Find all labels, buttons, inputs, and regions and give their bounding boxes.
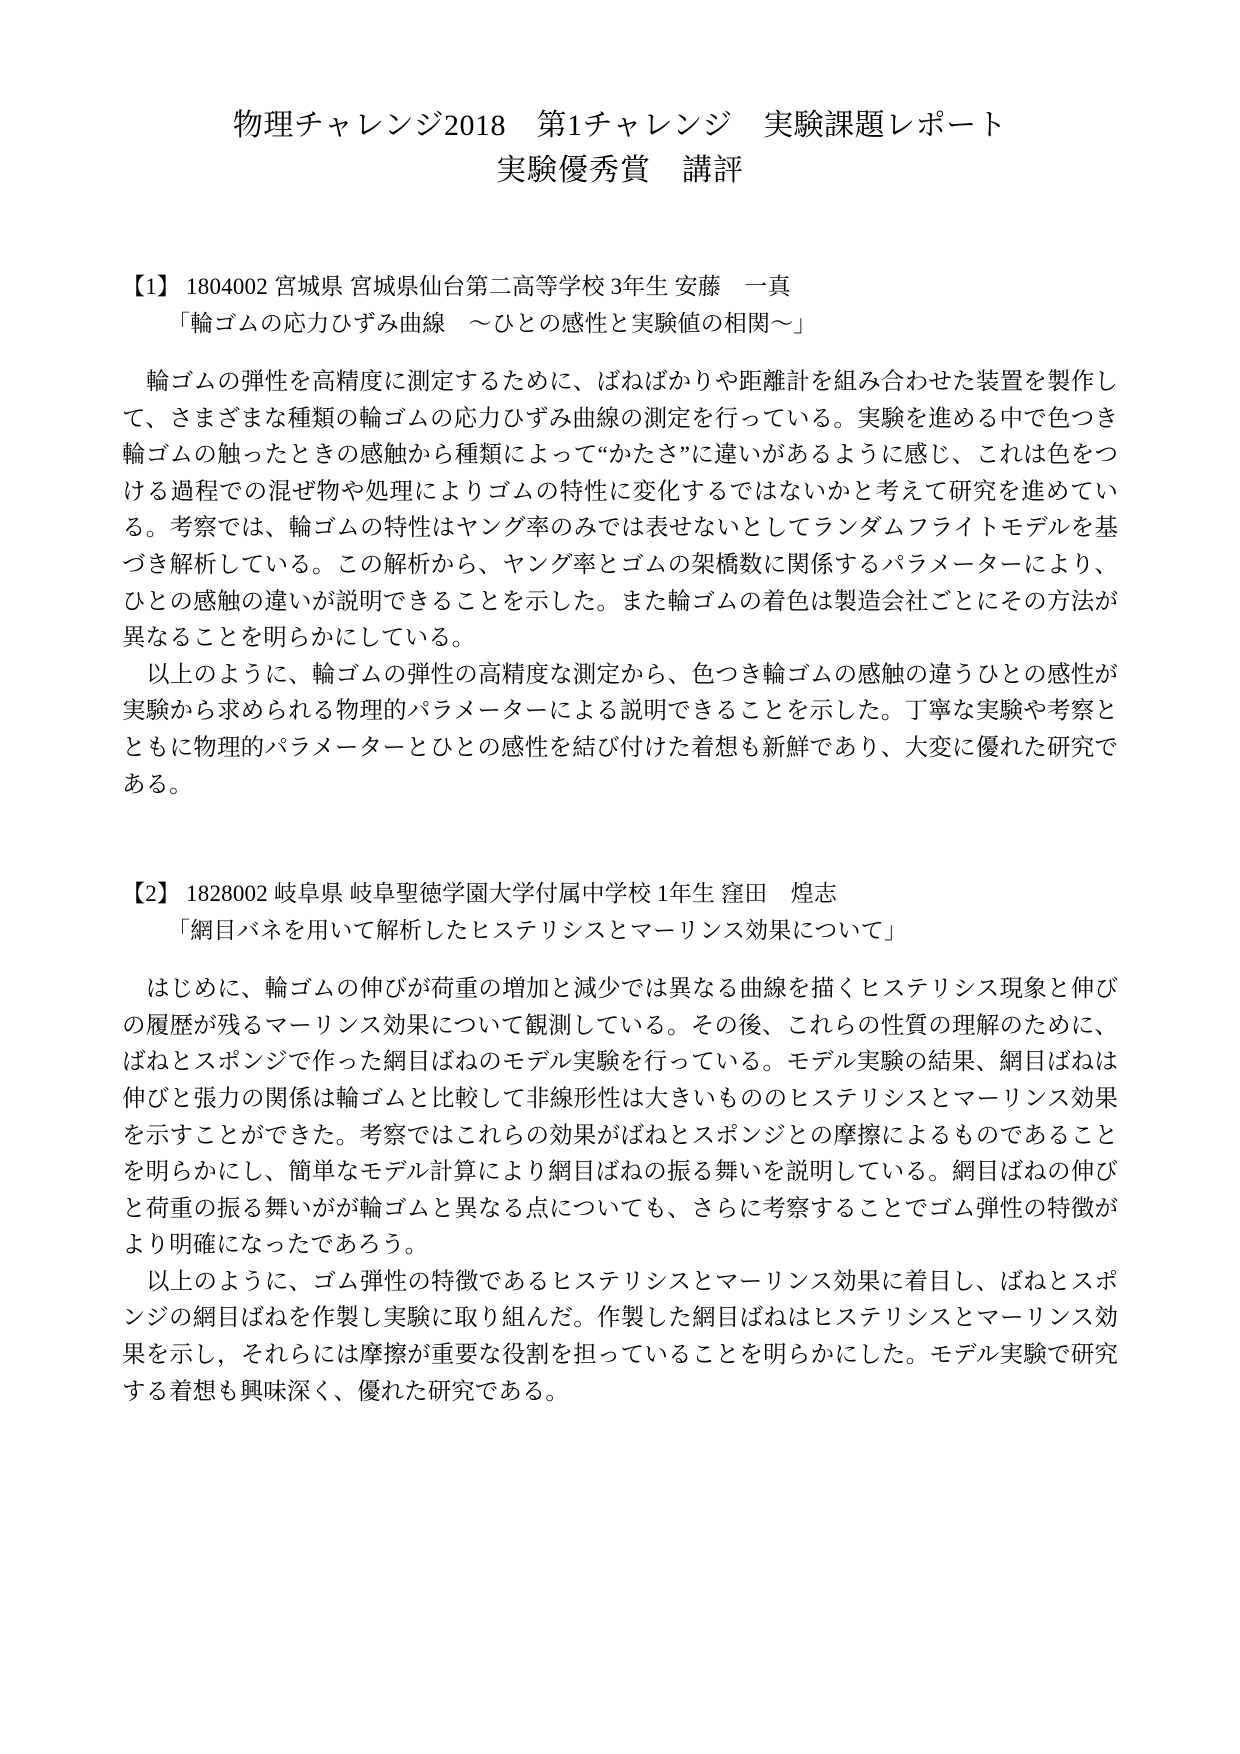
entry-1-paragraph-2: 以上のように、輪ゴムの弾性の高精度な測定から、色つき輪ゴムの感触の違うひとの感性が実験から求められる物理的パラメーターによる説明できることを示した。丁寧な実験や考察とともに物理的パラメーターとひとの感性を結び付けた着想も新鮮であり、大変に優れた研究である。: [122, 661, 1118, 798]
entry-2-body: [0, 949, 1240, 1410]
entry-section-1: [0, 193, 1240, 803]
entry-1-report-title: 「輪ゴムの応力ひずみ曲線 ～ひとの感性と実験値の相関～」: [167, 311, 817, 336]
page-title-line-2: 実験優秀賞 講評: [496, 154, 744, 187]
entry-2-report-title: 「網目バネを用いて解析したヒステリシスとマーリンス効果について」: [167, 918, 908, 944]
entry-1-paragraph-1: 輪ゴムの弾性を高精度に測定するために、ばねばかりや距離計を組み合わせた装置を製作して、さまざまな種類の輪ゴムの応力ひずみ曲線の測定を行っている。実験を進める中で色つき輪ゴムの触ったときの感触から種類によって“かたさ”に違いがあるように感じ、これは色をつける過程での混ぜ物や処理によりゴムの特性に変化するではないかと考えて研究を進めている。考察では、輪ゴムの特性はヤング率のみでは表せないとしてランダムフライトモデルを基づき解析している。この解析から、ヤング率とゴムの架橋数に関係するパラメーターにより、ひとの感触の違いが説明できることを示した。また輪ゴムの着色は製造会社ごとにその方法が異なることを明らかにしている。: [122, 369, 1118, 652]
entry-1-body: [0, 342, 1240, 803]
entry-1-header: 【1】 1804002 宮城県 宮城県仙台第二高等学校 3年生 安藤 一真: [122, 274, 791, 299]
entry-2-paragraph-2: 以上のように、ゴム弾性の特徴であるヒステリシスとマーリンス効果に着目し、ばねとスポンジの網目ばねを作製し実験に取り組んだ。作製した網目ばねはヒステリシスとマーリンス効果を示し，それらには摩擦が重要な役割を担っていることを明らかにした。モデル実験で研究する着想も興味深く、優れた研究である。: [122, 1268, 1118, 1405]
entry-2-header: 【2】 1828002 岐阜県 岐阜聖徳学園大学付属中学校 1年生 窪田 煌志: [122, 881, 838, 907]
page-title-line-1: 物理チャレンジ2018 第1チャレンジ 実験課題レポート: [232, 109, 1008, 142]
entry-section-2: [0, 803, 1240, 1410]
entry-2-paragraph-1: はじめに、輪ゴムの伸びが荷重の増加と減少では異なる曲線を描くヒステリシス現象と伸びの履歴が残るマーリンス効果について観測している。その後、これらの性質の理解のために、ばねとスポンジで作った網目ばねのモデル実験を行っている。モデル実験の結果、網目ばねは伸びと張力の関係は輪ゴムと比較して非線形性は大きいもののヒステリシスとマーリンス効果を示すことができた。考察ではこれらの効果がばねとスポンジとの摩擦によるものであることを明らかにし、簡単なモデル計算により網目ばねの振る舞いを説明している。網目ばねの伸びと荷重の振る舞いがが輪ゴムと異なる点についても、さらに考察することでゴム弾性の特徴がより明確になったであろう。: [122, 976, 1118, 1259]
page-title: [0, 0, 1240, 193]
